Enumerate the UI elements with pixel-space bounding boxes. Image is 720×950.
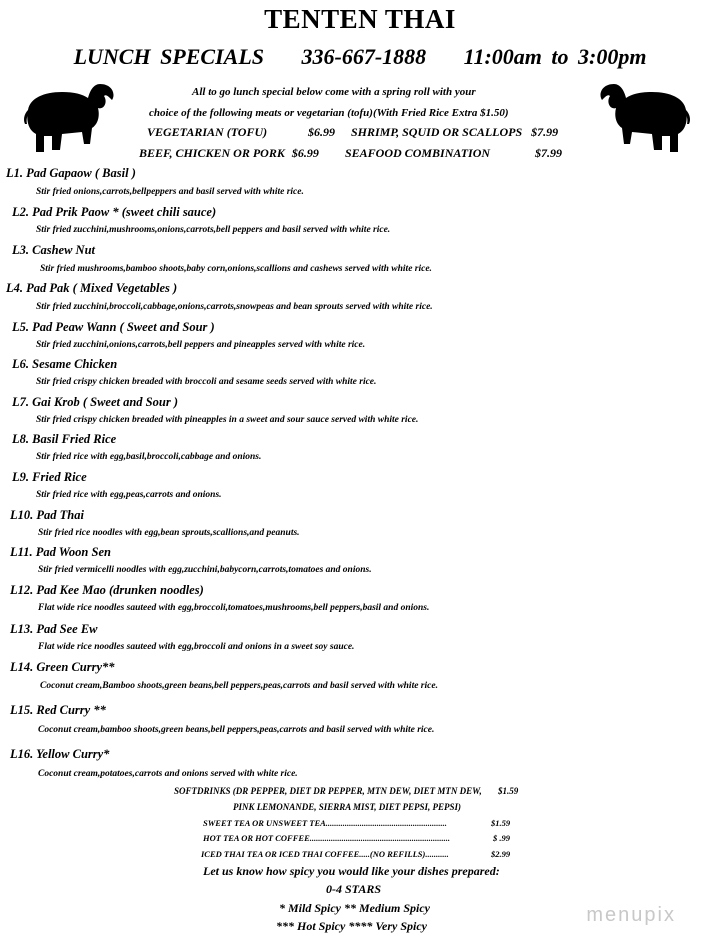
price-seafood-combo — [345, 146, 562, 161]
iced-drinks-price: $2.99 — [491, 849, 511, 859]
price-value: $6.99 — [308, 125, 335, 139]
menu-item-title: L6. Sesame Chicken — [12, 357, 118, 371]
menu-item-desc: Stir fried vermicelli noodles with egg,zucchini,babycorn,carrots,tomatoes and onions. — [38, 565, 372, 575]
softdrinks-label: SOFTDRINKS (DR PEPPER, DIET DR PEPPER, MTN DEW, DIET MTN DEW, — [174, 786, 482, 796]
menu-item-desc: Stir fried zucchini,mushrooms,onions,carrots,bell peppers and basil served with white rice. — [36, 225, 391, 235]
menu-item-desc: Stir fried onions,carrots,bellpeppers and basil served with white rice. — [36, 187, 304, 197]
menu-item-title: L9. Fried Rice — [12, 470, 87, 484]
menu-item-desc: Coconut cream,Bamboo shoots,green beans,bell peppers,peas,carrots and basil served with white rice. — [40, 681, 438, 691]
menu-item-desc: Stir fried zucchini,onions,carrots,bell peppers and pineapples served with white rice. — [36, 340, 366, 350]
menu-item-title: L2. Pad Prik Paow * (sweet chili sauce) — [12, 205, 217, 219]
softdrinks-line-2: PINK LEMONANDE, SIERRA MIST, DIET PEPSI, PEPSI) — [233, 802, 461, 812]
menu-item-title: L8. Basil Fried Rice — [12, 432, 117, 446]
menu-item-desc: Stir fried mushrooms,bamboo shoots,baby corn,onions,scallions and cashews served with white rice. — [40, 264, 432, 274]
spicy-prompt: Let us know how spicy you would like your dishes prepared: — [203, 864, 500, 878]
menupix-watermark: menupix — [586, 904, 676, 926]
restaurant-name: TENTEN THAI — [264, 4, 456, 34]
menu-item-title: L7. Gai Krob ( Sweet and Sour ) — [12, 395, 178, 409]
menu-item-desc: Stir fried zucchini,broccoli,cabbage,onions,carrots,snowpeas and bean sprouts served with white rice. — [36, 302, 433, 312]
price-value: $7.99 — [535, 146, 562, 160]
price-label: SEAFOOD COMBINATION — [345, 146, 491, 160]
menu-item-desc: Stir fried rice with egg,basil,broccoli,cabbage and onions. — [36, 452, 262, 462]
menu-item-desc: Flat wide rice noodles sauteed with egg,broccoli and onions in a sweet soy sauce. — [38, 642, 355, 652]
tea-line: SWEET TEA OR UNSWEET TEA......................................................... — [203, 818, 447, 828]
hot-drinks-price: $ .99 — [493, 833, 510, 843]
menu-item-desc: Stir fried rice noodles with egg,bean sprouts,scallions,and peanuts. — [38, 528, 300, 538]
lunch-hours: 11:00am to 3:00pm — [463, 44, 647, 69]
price-meat — [139, 146, 319, 161]
menu-item-desc: Coconut cream,bamboo shoots,green beans,bell peppers,peas,carrots and basil served with white rice. — [38, 725, 435, 735]
menu-item-title: L12. Pad Kee Mao (drunken noodles) — [10, 583, 204, 597]
lunch-label: LUNCH SPECIALS — [73, 44, 264, 69]
intro-line-2: choice of the following meats or vegetarian (tofu)(With Fried Rice Extra $1.50) — [149, 107, 509, 119]
menu-item-desc: Stir fried crispy chicken breaded with broccoli and sesame seeds served with white rice. — [36, 377, 377, 387]
spicy-levels-2: *** Hot Spicy **** Very Spicy — [276, 919, 427, 933]
elephant-left-icon — [22, 80, 118, 164]
menu-item-title: L3. Cashew Nut — [12, 243, 96, 257]
menu-item-title: L4. Pad Pak ( Mixed Vegetables ) — [6, 281, 178, 295]
spicy-scale: 0-4 STARS — [326, 882, 382, 896]
menu-item-title: L14. Green Curry** — [10, 660, 115, 674]
menu-item-title: L15. Red Curry ** — [10, 703, 106, 717]
spicy-levels-1: * Mild Spicy ** Medium Spicy — [279, 901, 430, 915]
price-value: $7.99 — [531, 125, 559, 139]
menu-item-title: L16. Yellow Curry* — [10, 747, 110, 761]
phone-number: 336-667-1888 — [301, 44, 427, 69]
elephant-right-icon — [596, 80, 692, 164]
menu-item-title: L5. Pad Peaw Wann ( Sweet and Sour ) — [12, 320, 215, 334]
price-label: VEGETARIAN (TOFU) — [147, 125, 268, 139]
iced-drinks-line: ICED THAI TEA OR ICED THAI COFFEE.....(NO REFILLS)........... — [201, 849, 449, 859]
menu-item-desc: Coconut cream,potatoes,carrots and onions served with white rice. — [38, 769, 298, 779]
menu-item-title: L1. Pad Gapaow ( Basil ) — [6, 166, 136, 180]
intro-line-1: All to go lunch special below come with a spring roll with your — [192, 86, 476, 98]
menu-item-desc: Stir fried rice with egg,peas,carrots and onions. — [36, 490, 222, 500]
price-value: $6.99 — [291, 146, 319, 160]
softdrinks-line — [174, 786, 518, 796]
menu-item-desc: Flat wide rice noodles sauteed with egg,broccoli,tomatoes,mushrooms,bell peppers,basil and onions. — [38, 603, 430, 613]
hot-drinks-line: HOT TEA OR HOT COFFEE.................................................................. — [203, 833, 450, 843]
menu-item-title: L13. Pad See Ew — [10, 622, 98, 636]
price-seafood-single — [351, 125, 558, 140]
price-label: SHRIMP, SQUID OR SCALLOPS — [351, 125, 523, 139]
price-vegetarian — [147, 125, 335, 140]
menu-item-desc: Stir fried crispy chicken breaded with pineapples in a sweet and sour sauce served with white rice. — [36, 415, 419, 425]
tea-price: $1.59 — [491, 818, 511, 828]
price-label: BEEF, CHICKEN OR PORK — [139, 146, 285, 160]
softdrinks-price: $1.59 — [497, 786, 519, 796]
lunch-specials-header — [0, 44, 720, 70]
menu-item-title: L11. Pad Woon Sen — [10, 545, 111, 559]
menu-item-title: L10. Pad Thai — [10, 508, 84, 522]
